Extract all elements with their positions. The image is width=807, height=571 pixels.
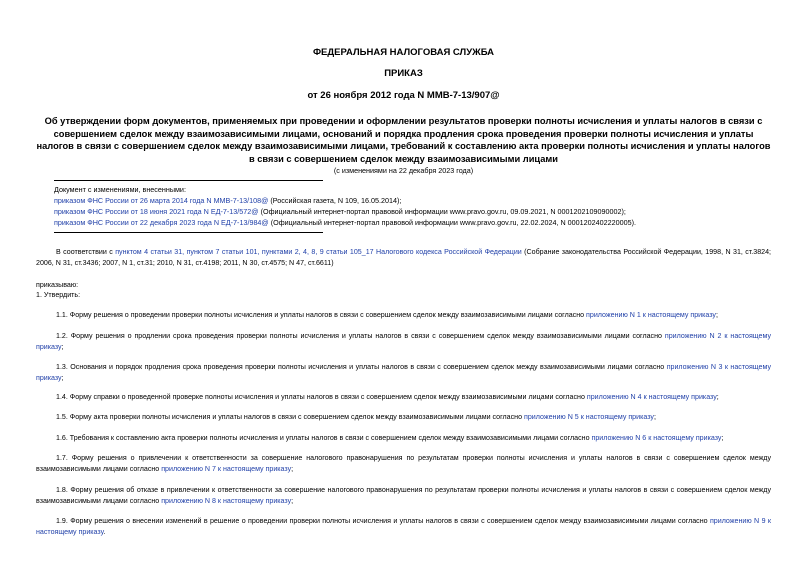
item-text: 1.3. Основания и порядок продления срока проведения проверки полноты исчисления и уплаты налогов в связи с совершением сделок между взаимозависимыми лицами согласно	[56, 363, 667, 371]
item-end: ;	[291, 464, 294, 473]
list-item	[36, 485, 771, 507]
document-type: ПРИКАЗ	[384, 68, 423, 79]
item-end: ;	[653, 413, 656, 421]
changes-note: (с изменениями на 22 декабря 2023 года)	[333, 166, 474, 175]
amendments-bottom-divider	[54, 232, 323, 233]
list-item	[36, 362, 771, 384]
list-item	[36, 516, 771, 538]
appendix-link[interactable]: приложению N 4 к настоящему приказу	[586, 393, 717, 401]
amendments-heading: Документ с изменениями, внесенными:	[54, 185, 186, 194]
item-text: 1.6. Требования к составлению акта проверки полноты исчисления и уплаты налогов в связи с совершением сделок между взаимозависимыми лицами согласно	[56, 434, 592, 442]
item-end: ;	[291, 496, 294, 505]
item-text: 1.2. Форму решения о продлении срока проведения проверки полноты исчисления и уплаты налогов в связи с совершением сделок между взаимозависимыми лицами согласно	[56, 332, 665, 340]
amendment-item	[54, 217, 774, 228]
list-item	[36, 331, 771, 353]
item-end: ;	[61, 342, 64, 351]
document-date-number: от 26 ноября 2012 года N ММВ-7-13/907@	[307, 90, 500, 101]
appendix-link[interactable]: приложению N 3 к настоящему приказу	[36, 363, 771, 382]
amendments-block	[54, 184, 774, 228]
list-item	[36, 310, 771, 321]
list-item	[36, 433, 771, 444]
item-end: ;	[715, 311, 718, 319]
amendment-link[interactable]: приказом ФНС России от 22 декабря 2023 года N ЕД-7-13/984@	[54, 218, 269, 227]
item-end: ;	[716, 393, 719, 401]
item-end: .	[103, 527, 106, 536]
preamble-source: (Собрание законодательства Российской Федерации, 1998, N 31, ст.3824; 2006, N 31, ст.3436; 2007, N 1, ст.31; 2010, N 31, ст.4198; 2011, N 30, ст.4575; N 47, ст.6611)	[36, 248, 772, 267]
appendix-link[interactable]: приложению N 8 к настоящему приказу	[161, 496, 292, 505]
preamble-paragraph	[36, 247, 771, 269]
tax-code-link[interactable]: пунктом 4 статьи 31, пунктом 7 статьи 101, пунктами 2, 4, 8, 9 статьи 105_17 Налогового кодекса Российской Федерации	[115, 248, 522, 256]
list-item	[36, 453, 771, 475]
item-end: ;	[721, 434, 724, 442]
item-text: 1.7. Форму решения о привлечении к ответственности за совершение налогового правонарушения по результатам проверки полноты исчисления и уплаты налогов в связи с совершением сделок между взаимозависимыми лицами согласно	[36, 454, 771, 473]
item-text: 1.8. Форму решения об отказе в привлечении к ответственности за совершение налогового правонарушения по результатам проверки полноты исчисления и уплаты налогов в связи с совершением сделок между взаимозависимыми лицами согласно	[36, 486, 771, 505]
amendment-link[interactable]: приказом ФНС России от 26 марта 2014 года N ММВ-7-13/108@	[54, 196, 269, 205]
amendment-source: (Официальный интернет-портал правовой информации www.pravo.gov.ru, 22.02.2024, N 0001202402220005).	[268, 218, 637, 227]
order-word: приказываю:	[36, 281, 79, 289]
appendix-link[interactable]: приложению N 2 к настоящему приказу	[36, 332, 771, 351]
amendment-link[interactable]: приказом ФНС России от 18 июня 2021 года N ЕД-7-13/572@	[54, 207, 259, 216]
appendix-link[interactable]: приложению N 1 к настоящему приказу	[586, 311, 716, 319]
appendix-link[interactable]: приложению N 6 к настоящему приказу	[591, 434, 722, 442]
item-end: ;	[61, 373, 64, 382]
item-text: 1.9. Форму решения о внесении изменений в решение о проведении проверки полноты исчисления и уплаты налогов в связи с совершением сделок между взаимозависимыми лицами согласно	[56, 517, 710, 525]
amendments-top-divider	[54, 180, 323, 181]
agency-name: ФЕДЕРАЛЬНАЯ НАЛОГОВАЯ СЛУЖБА	[312, 47, 495, 58]
appendix-link[interactable]: приложению N 9 к настоящему приказу	[36, 517, 771, 536]
list-item	[36, 412, 771, 423]
amendment-item	[54, 195, 774, 206]
item-1-heading: 1. Утвердить:	[36, 291, 81, 299]
item-text: 1.1. Форму решения о проведении проверки полноты исчисления и уплаты налогов в связи с совершением сделок между взаимозависимыми лицами согласно	[56, 311, 587, 319]
item-text: 1.5. Форму акта проверки полноты исчисления и уплаты налогов в связи с совершением сделок между взаимозависимыми лицами согласно	[56, 413, 525, 421]
document-title: Об утверждении форм документов, применяемых при проведении и оформлении результатов проверки полноты исчисления и уплаты налогов в связи с совершением сделок между взаимозависимыми лицами, оснований и порядка продления срока проведения проверки полноты исчисления и уплаты налогов в связи с совершением сделок между взаимозависимыми лицами, требований к составлению акта проверки полноты исчисления и уплаты налогов в связи с совершением сделок между взаимозависимыми лицами	[36, 116, 771, 164]
list-item	[36, 392, 771, 403]
appendix-link[interactable]: приложению N 7 к настоящему приказу	[161, 464, 292, 473]
preamble-text: В соответствии с	[56, 248, 116, 256]
appendix-link[interactable]: приложению N 5 к настоящему приказу	[524, 413, 654, 421]
amendment-source: (Официальный интернет-портал правовой информации www.pravo.gov.ru, 09.09.2021, N 0001202109090002);	[258, 207, 626, 216]
amendment-item	[54, 206, 774, 217]
amendment-source: (Российская газета, N 109, 16.05.2014);	[268, 196, 402, 205]
item-text: 1.4. Форму справки о проведенной проверке полноты исчисления и уплаты налогов в связи с совершением сделок между взаимозависимыми лицами согласно	[56, 393, 587, 401]
